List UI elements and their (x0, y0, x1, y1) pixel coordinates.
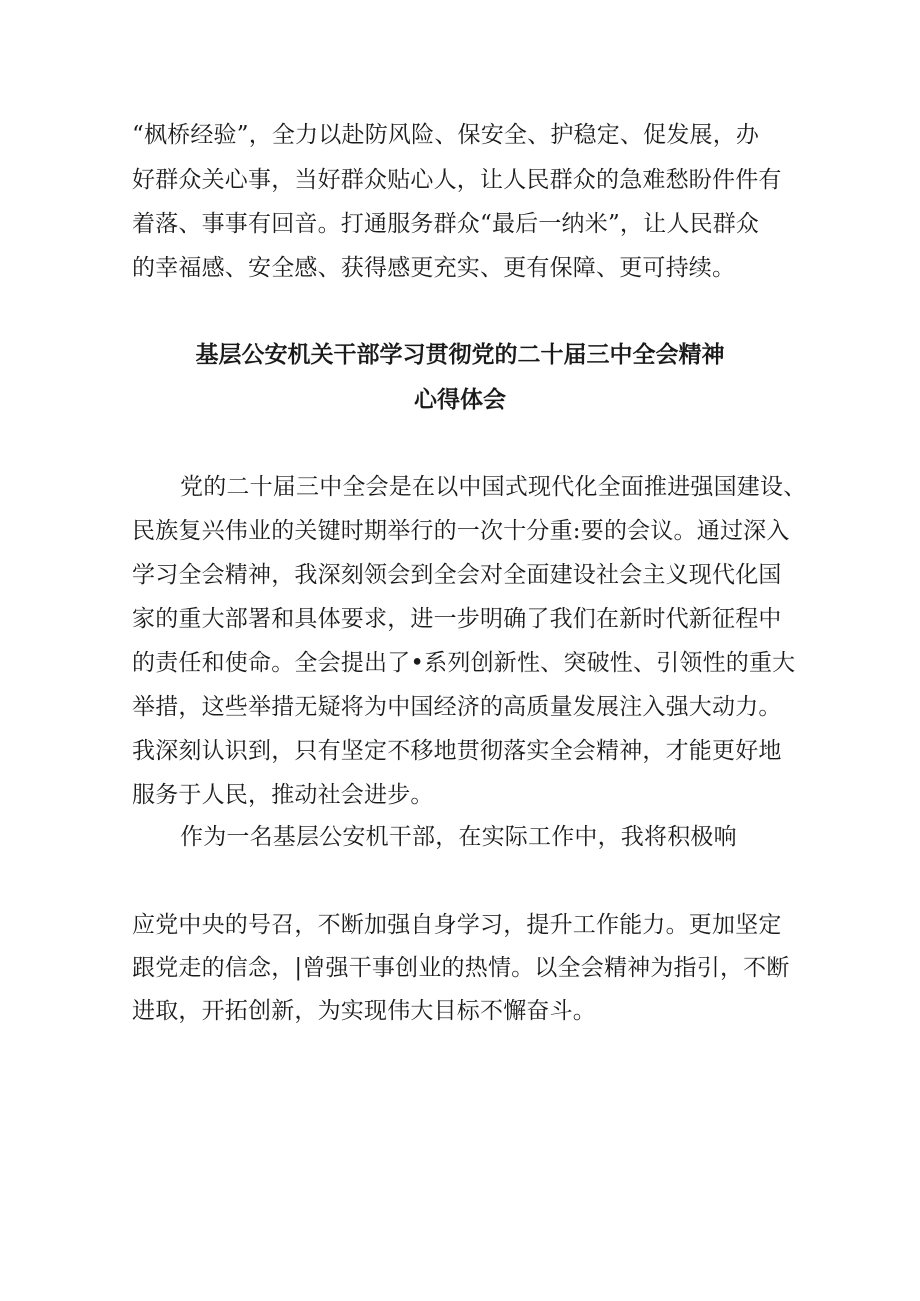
intro-line-2: 好群众关心事，当好群众贴心人，让人民群众的急难愁盼件件有 (132, 167, 782, 193)
paragraph-2-line-2: 应党中央的号召，不断加强自身学习，提升工作能力。更加坚定 (132, 912, 782, 938)
paragraph-1-line-1: 党的二十届三中全会是在以中国式现代化全面推进强国建设、 (180, 474, 807, 500)
paragraph-1-line-2: 民族复兴伟业的关键时期举行的一次十分重:要的会议。通过深入 (132, 518, 790, 544)
paragraph-1-line-4: 家的重大部署和具体要求，进一步明确了我们在新时代新征程中 (132, 606, 782, 632)
intro-line-3: 着落、事事有回音。打通服务群众“最后一纳米”，让人民群众 (132, 211, 760, 237)
paragraph-2-line-3: 跟党走的信念，|曾强干事创业的热情。以全会精神为指引，不断 (132, 955, 790, 981)
paragraph-2-line-4: 进取，开拓创新，为实现伟大目标不懈奋斗。 (132, 998, 596, 1024)
article-title-line-2: 心得体会 (414, 387, 506, 413)
paragraph-2-line-1: 作为一名基层公安机干部，在实际工作中，我将积极响 (180, 824, 737, 850)
intro-line-1: “枫桥经验”，全力以赴防风险、保安全、护稳定、促发展，办 (132, 122, 760, 148)
article-title-line-1: 基层公安机关干部学习贯彻党的二十届三中全会精神 (195, 342, 725, 368)
paragraph-1-line-8: 服务于人民，推动社会进步。 (132, 782, 434, 808)
paragraph-1-line-5: 的责任和使命。全会提出了•系列创新性、突破性、引领性的重大 (132, 650, 796, 676)
paragraph-1-line-3: 学习全会精神，我深刻领会到全会对全面建设社会主义现代化国 (132, 562, 782, 588)
paragraph-1-line-6: 举措，这些举措无疑将为中国经济的高质量发展注入强大动力。 (132, 694, 782, 720)
paragraph-1-line-7: 我深刻认识到，只有坚定不移地贯彻落实全会精神，才能更好地 (132, 738, 782, 764)
intro-line-4: 的幸福感、安全感、获得感更充实、更有保障、更可持续。 (132, 255, 736, 281)
